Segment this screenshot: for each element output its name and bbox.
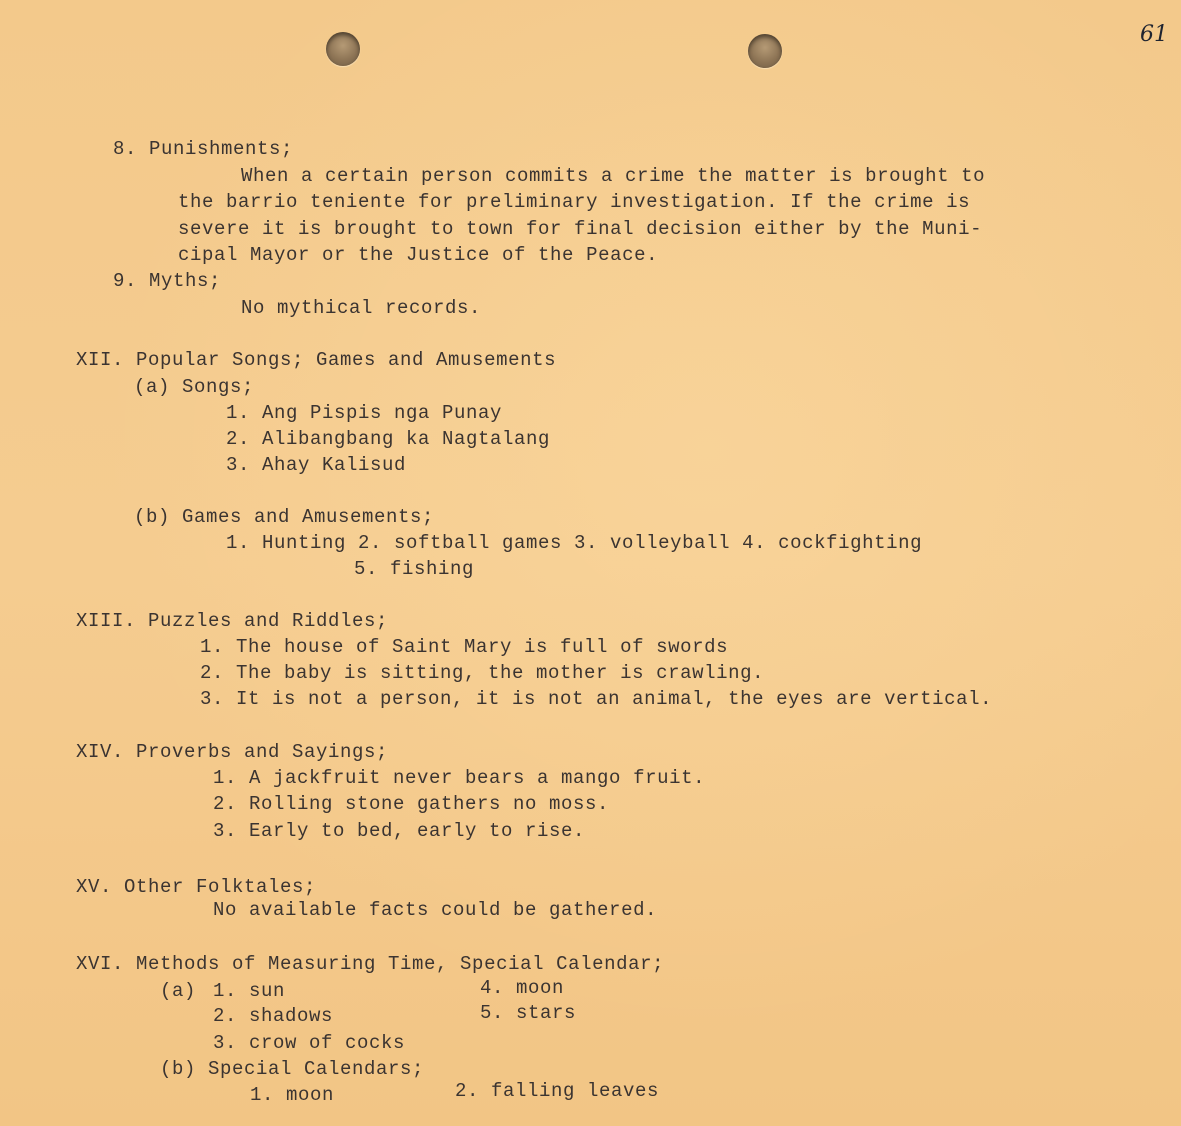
song-item: 2. Alibangbang ka Nagtalang — [226, 428, 551, 450]
time-methods-a-label: (a) — [160, 980, 197, 1002]
punishments-heading: 8. Punishments; — [113, 138, 294, 160]
section-xiii-heading: XIII. Puzzles and Riddles; — [76, 610, 389, 632]
proverb-item: 1. A jackfruit never bears a mango fruit. — [213, 767, 706, 789]
folktales-text: No available facts could be gathered. — [213, 899, 658, 921]
page-number: 61 — [1140, 22, 1168, 47]
section-xvi-heading: XVI. Methods of Measuring Time, Special Calendar; — [76, 953, 665, 975]
games-list: 1. Hunting 2. softball games 3. volleyball 4. cockfighting — [226, 532, 923, 554]
games-label: (b) Games and Amusements; — [134, 506, 435, 528]
song-item: 1. Ang Pispis nga Punay — [226, 402, 503, 424]
section-xii-heading: XII. Popular Songs; Games and Amusements — [76, 349, 557, 371]
calendar-item: 1. moon — [250, 1084, 335, 1106]
punishments-line: cipal Mayor or the Justice of the Peace. — [178, 244, 659, 266]
punishments-line: the barrio teniente for preliminary investigation. If the crime is — [178, 191, 971, 213]
time-method-item: 3. crow of cocks — [213, 1032, 406, 1054]
time-method-item: 1. sun — [213, 980, 286, 1002]
riddle-item: 3. It is not a person, it is not an animal, the eyes are vertical. — [200, 688, 993, 710]
punch-hole-left — [326, 32, 360, 66]
riddle-item: 1. The house of Saint Mary is full of swords — [200, 636, 729, 658]
riddle-item: 2. The baby is sitting, the mother is crawling. — [200, 662, 765, 684]
songs-label: (a) Songs; — [134, 376, 255, 398]
calendar-item: 2. falling leaves — [455, 1080, 660, 1102]
myths-text: No mythical records. — [241, 297, 482, 319]
time-method-item: 4. moon — [480, 977, 565, 999]
special-calendars-label: (b) Special Calendars; — [160, 1058, 425, 1080]
section-xiv-heading: XIV. Proverbs and Sayings; — [76, 741, 389, 763]
proverb-item: 2. Rolling stone gathers no moss. — [213, 793, 610, 815]
myths-heading: 9. Myths; — [113, 270, 222, 292]
proverb-item: 3. Early to bed, early to rise. — [213, 820, 586, 842]
time-method-item: 5. stars — [480, 1002, 577, 1024]
punishments-line: When a certain person commits a crime the matter is brought to — [241, 165, 986, 187]
song-item: 3. Ahay Kalisud — [226, 454, 407, 476]
punch-hole-right — [748, 34, 782, 68]
time-method-item: 2. shadows — [213, 1005, 334, 1027]
section-xv-heading: XV. Other Folktales; — [76, 876, 317, 898]
punishments-line: severe it is brought to town for final decision either by the Muni- — [178, 218, 983, 240]
games-list: 5. fishing — [354, 558, 475, 580]
